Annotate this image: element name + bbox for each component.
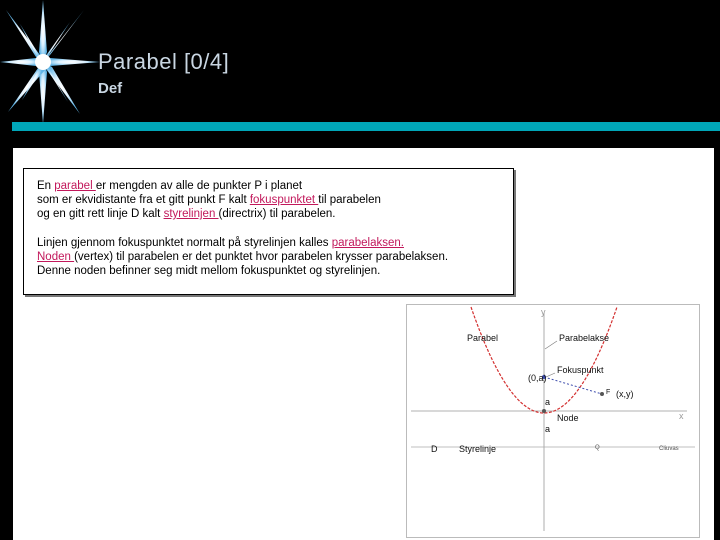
small-q-label: Q [595, 445, 600, 451]
text: Denne noden befinner seg midt mellom fokuspunktet og styrelinjen. [37, 265, 381, 277]
term-styrelinjen-link[interactable]: styrelinjen [163, 208, 219, 220]
fokuspunkt-label: Fokuspunkt [557, 365, 604, 375]
text: En [37, 180, 55, 192]
text: til parabelen [318, 194, 381, 206]
directrix-D-label: D [431, 444, 438, 454]
distance-a-upper: a [545, 397, 551, 407]
small-corner-label: Cliuvas [659, 446, 679, 452]
axis-paragraph [37, 236, 448, 278]
text: som er ekvidistante fra et gitt punkt F kalt [37, 194, 250, 206]
y-axis-label: y [541, 307, 546, 317]
term-noden-link[interactable]: Noden [37, 251, 75, 263]
focus-coordinate-label: (0,a) [528, 373, 547, 383]
slide-title: Parabel [0/4] [98, 49, 230, 74]
title-divider [12, 122, 720, 131]
text: (vertex) til parabelen er det punktet hvor parabelen krysser parabelaksen. [74, 251, 449, 263]
parabola-point [600, 392, 604, 396]
text: og en gitt rett linje D kalt [37, 208, 164, 220]
parabola-diagram [406, 304, 700, 538]
node-label: Node [557, 413, 579, 423]
point-xy-label: (x,y) [616, 389, 634, 399]
distance-a-lower: a [545, 424, 551, 434]
pointer-fokuspunkt [546, 373, 555, 377]
text: er mengden av alle de punkter P i planet [95, 180, 303, 192]
term-fokuspunktet-link[interactable]: fokuspunktet [249, 194, 319, 206]
styrelinje-label: Styrelinje [459, 444, 497, 454]
text: (directrix) til parabelen. [218, 208, 336, 220]
slide-subtitle: Def [98, 80, 123, 97]
definition-paragraph [37, 179, 381, 221]
focus-F-label: F [606, 389, 611, 396]
parabelakse-label: Parabelakse [559, 333, 610, 343]
term-parabel-link[interactable]: parabel [54, 180, 96, 192]
definition-box [23, 168, 514, 295]
pointer-parabolakse [545, 341, 557, 349]
text: Linjen gjennom fokuspunktet normalt på styrelinjen kalles [37, 237, 332, 249]
x-axis-label: x [679, 411, 684, 421]
focal-segment [544, 377, 602, 394]
parabel-label: Parabel [467, 333, 499, 343]
vertex-point [542, 409, 546, 413]
term-parabelaksen-link[interactable]: parabelaksen. [331, 237, 404, 249]
